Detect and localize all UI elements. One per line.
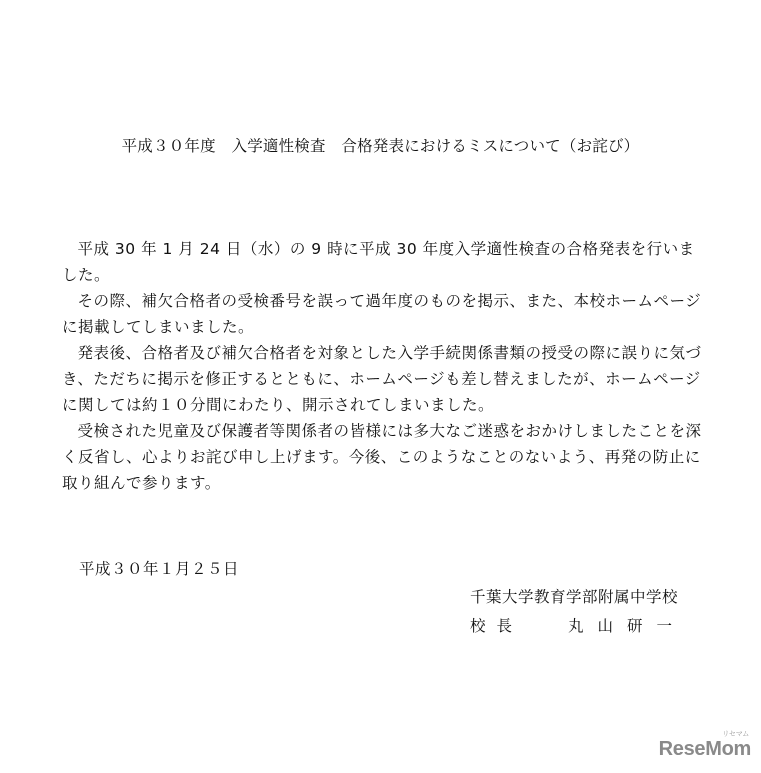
- document-body: [62, 236, 702, 496]
- resemom-watermark-logo: [658, 731, 751, 761]
- document-title: 平成３０年度 入学適性検査 合格発表におけるミスについて（お詫び）: [121, 137, 640, 155]
- paragraph-announcement: 平成 30 年 1 月 24 日（水）の 9 時に平成 30 年度入学適性検査の合格発表を行いました。: [62, 240, 695, 284]
- document-date: 平成３０年１月２５日: [79, 560, 240, 578]
- paragraph-error: その際、補欠合格者の受検番号を誤って過年度のものを掲示、また、本校ホームページに掲載してしまいました。: [62, 292, 702, 336]
- paragraph-apology: 受検された児童及び保護者等関係者の皆様には多大なご迷惑をおかけしましたことを深く反省し、心よりお詫び申し上げます。今後、このようなことのないよう、再発の防止に取り組んで参ります。: [62, 422, 702, 492]
- principal-name: 丸山研一: [568, 617, 687, 635]
- watermark-small-text: リセマム: [722, 731, 749, 738]
- principal-role: 校長: [470, 617, 524, 635]
- principal-signature: [470, 614, 687, 636]
- watermark-text: ReseMom: [658, 738, 751, 760]
- school-name: 千葉大学教育学部附属中学校: [470, 588, 679, 606]
- paragraph-correction: 発表後、合格者及び補欠合格者を対象とした入学手続関係書類の授受の際に誤りに気づき、ただちに掲示を修正するとともに、ホームページも差し替えましたが、ホームページに関しては約１０分間にわたり、開示されてしまいました。: [62, 344, 702, 414]
